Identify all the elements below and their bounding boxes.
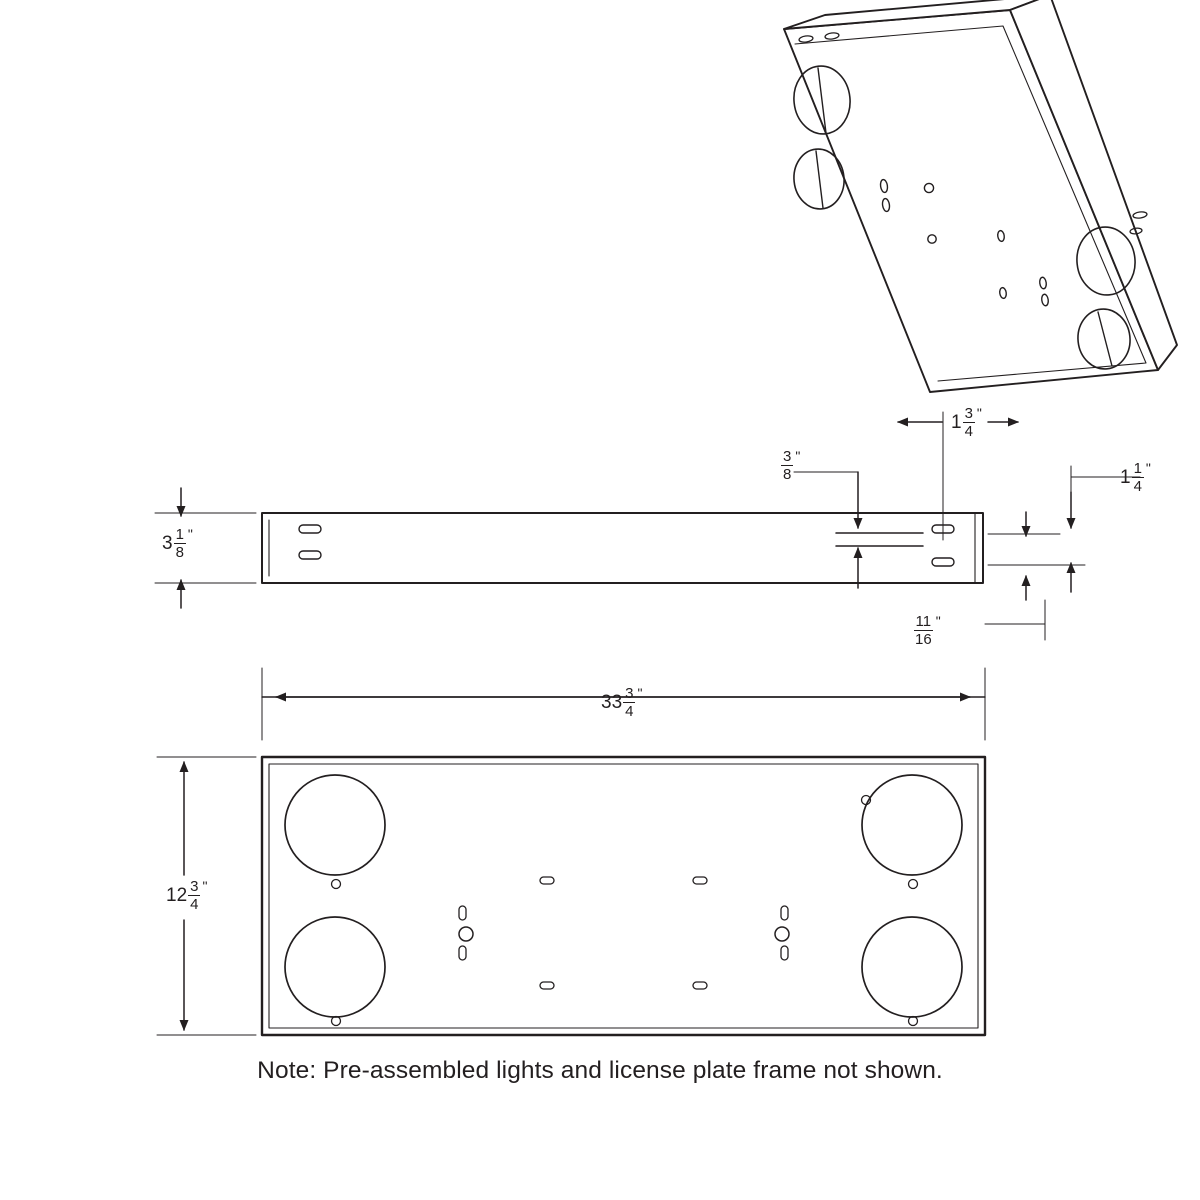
dim-slot-width bbox=[780, 449, 800, 482]
dim-hole-offset-top-whole: 1 bbox=[951, 412, 962, 433]
dim-edge-right-upper-unit: " bbox=[1145, 460, 1151, 476]
dim-overall-height-unit: " bbox=[202, 878, 208, 894]
edge-view bbox=[262, 513, 983, 583]
drawing-note: Note: Pre-assembled lights and license plate frame not shown. bbox=[257, 1057, 943, 1084]
dim-overall-length bbox=[601, 686, 642, 719]
dim-edge-right-lower-fraction: $\frac{11}{16}$ bbox=[915, 613, 932, 648]
front-view bbox=[262, 757, 985, 1035]
dim-edge-right-upper-fraction: $\frac{1}{4}$ bbox=[1133, 460, 1142, 495]
dim-overall-height-whole: 12 bbox=[166, 885, 188, 906]
dim-edge-height-whole: 3 bbox=[162, 533, 173, 554]
dim-overall-length-fraction: $\frac{3}{4}$ bbox=[625, 685, 634, 720]
dim-edge-right-upper-whole: 1 bbox=[1120, 467, 1131, 488]
dim-hole-offset-top bbox=[951, 406, 982, 439]
dim-edge-height bbox=[162, 527, 193, 560]
dim-overall-height bbox=[166, 879, 207, 912]
isometric-view bbox=[784, 0, 1177, 392]
dim-edge-height-unit: " bbox=[187, 526, 193, 542]
dim-overall-length-unit: " bbox=[637, 685, 643, 701]
dim-edge-height-fraction: $\frac{1}{8}$ bbox=[175, 526, 184, 561]
dim-edge-right-lower bbox=[912, 614, 941, 647]
dim-slot-width-unit: " bbox=[795, 448, 801, 464]
dim-hole-offset-top-unit: " bbox=[976, 405, 982, 421]
dim-edge-right-upper bbox=[1120, 461, 1151, 494]
dim-overall-length-whole: 33 bbox=[601, 692, 623, 713]
dim-slot-width-fraction: $\frac{3}{8}$ bbox=[783, 448, 792, 483]
dim-edge-right-lower-unit: " bbox=[935, 613, 941, 629]
dim-overall-height-fraction: $\frac{3}{4}$ bbox=[190, 878, 199, 913]
dim-hole-offset-top-fraction: $\frac{3}{4}$ bbox=[964, 405, 973, 440]
